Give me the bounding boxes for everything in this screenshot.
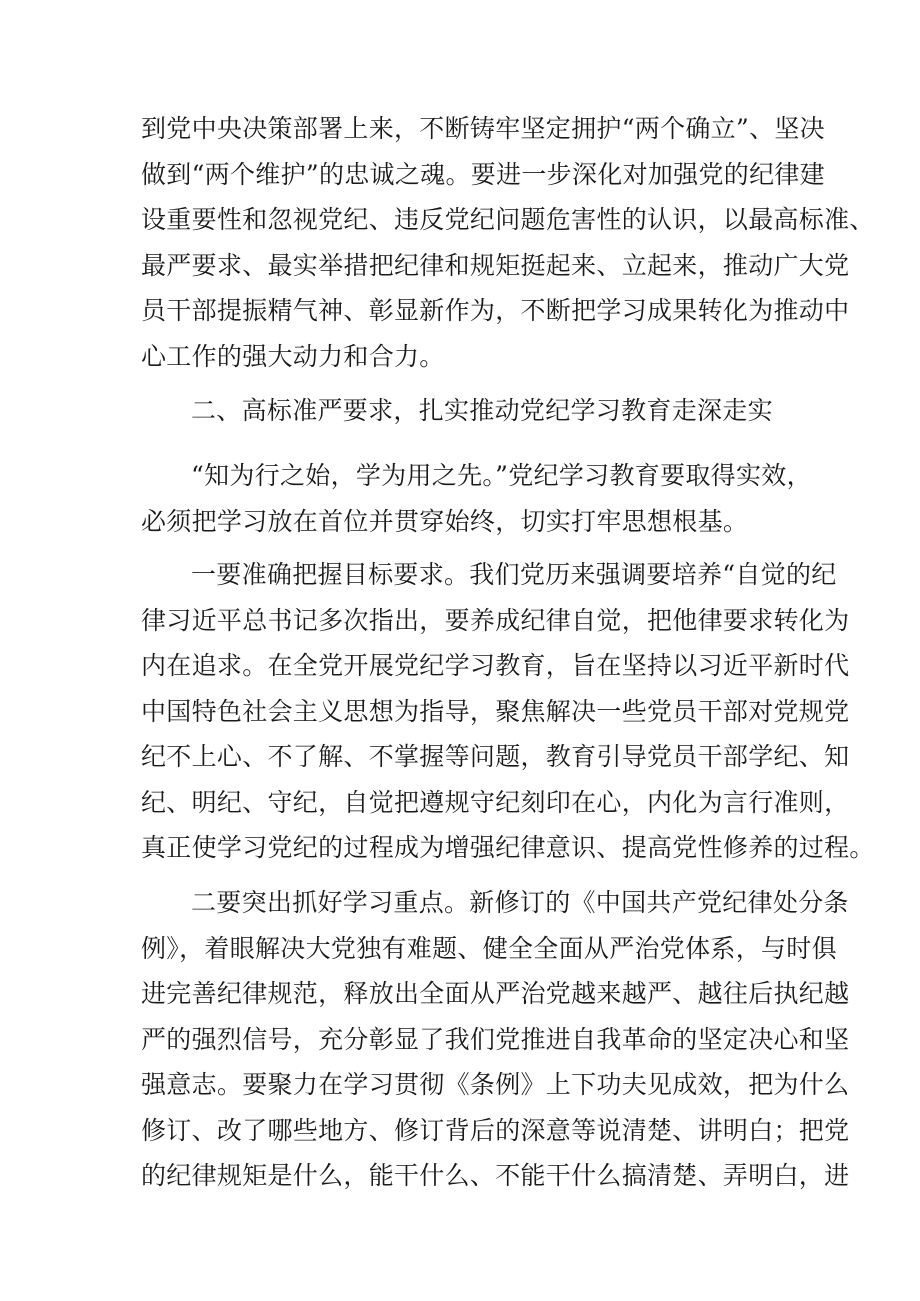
heading-text: 二、高标准严要求，扎实推动党纪学习教育走深走实: [191, 396, 773, 425]
text-line: 律习近平总书记多次指出，要养成纪律自觉，把他律要求转化为: [141, 605, 850, 635]
text-line: 强意志。要聚力在学习贯彻《条例》上下功夫见成效，把为什么: [141, 1070, 850, 1099]
text-line: 做到“两个维护”的忠诚之魂。要进一步深化对加强党的纪律建: [141, 159, 825, 189]
text-line: 真正使学习党纪的过程成为增强纪律意识、提高党性修养的过程。: [141, 833, 875, 862]
text-line: 中国特色社会主义思想为指导，聚焦解决一些党员干部对党规党: [141, 696, 850, 726]
text-line: 进完善纪律规范，释放出全面从严治党越来越严、越往后执纪越: [141, 979, 850, 1008]
text-line: 必须把学习放在首位并贯穿始终，切实打牢思想根基。: [141, 506, 749, 536]
text-line: 的纪律规矩是什么，能干什么、不能干什么搞清楚、弄明白，进: [141, 1161, 850, 1190]
paragraph-continuation: [141, 106, 875, 379]
text-line: 设重要性和忽视党纪、违反党纪问题危害性的认识，以最高标准、: [141, 205, 875, 234]
text-line: 到党中央决策部署上来，不断铸牢坚定拥护“两个确立”、坚决: [141, 114, 825, 143]
text-line: 例》，着眼解决大党独有难题、健全全面从严治党体系，与时俱: [141, 933, 837, 963]
paragraph-goal-requirements: [141, 552, 875, 871]
text-line: 内在追求。在全党开展党纪学习教育，旨在坚持以习近平新时代: [141, 651, 850, 680]
paragraph-study-focus: [141, 880, 850, 1199]
text-line: 二要突出抓好学习重点。新修订的《中国共产党纪律处分条: [191, 888, 849, 917]
text-line: 修订、改了哪些地方、修订背后的深意等说清楚、讲明白；把党: [141, 1115, 850, 1145]
text-line: 纪不上心、不了解、不掌握等问题，教育引导党员干部学纪、知: [141, 742, 850, 771]
text-line: 员干部提振精气神、彰显新作为，不断把学习成果转化为推动中: [141, 296, 850, 325]
text-line: 最严要求、最实举措把纪律和规矩挺起来、立起来，推动广大党: [141, 250, 850, 280]
text-line: 一要准确把握目标要求。我们党历来强调要培养“自觉的纪: [191, 560, 837, 589]
text-line: 心工作的强大动力和合力。: [141, 341, 445, 371]
text-line: “知为行之始，学为用之先。”党纪学习教育要取得实效，: [191, 461, 812, 490]
text-line: 严的强烈信号，充分彰显了我们党推进自我革命的坚定决心和坚: [141, 1024, 850, 1054]
section-heading: [141, 388, 791, 434]
paragraph-quote: [141, 453, 812, 544]
text-line: 纪、明纪、守纪，自觉把遵规守纪刻印在心，内化为言行准则，: [141, 787, 850, 817]
